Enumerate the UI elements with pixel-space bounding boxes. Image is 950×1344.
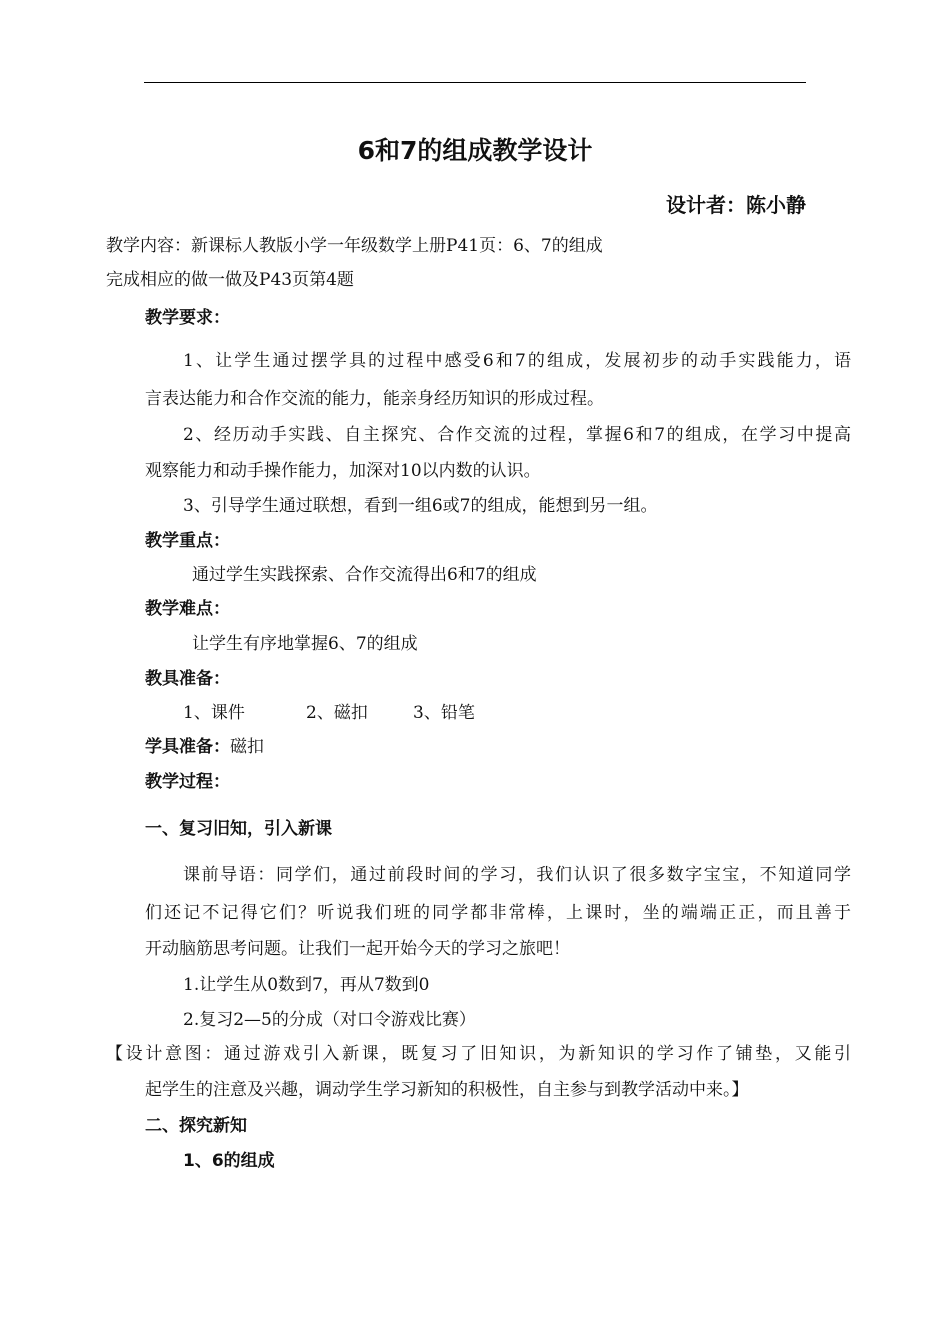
section-2-heading: 二、探究新知	[145, 1116, 247, 1136]
header-rule	[144, 82, 806, 83]
section-1-step-1: 1.让学生从0数到7，再从7数到0	[183, 975, 430, 995]
requirement-3: 3、引导学生通过联想，看到一组6或7的组成，能想到另一组。	[183, 496, 658, 516]
section-1-heading: 一、复习旧知，引入新课	[145, 819, 332, 839]
section-2-sub-1: 1、6的组成	[183, 1151, 275, 1171]
section-1-step-2: 2.复习2—5的分成（对口令游戏比赛）	[183, 1010, 476, 1030]
section-1-intro-line-1: 课前导语：同学们，通过前段时间的学习，我们认识了很多数字宝宝，不知道同学	[183, 865, 851, 885]
section-1-intro-line-3: 开动脑筋思考问题。让我们一起开始今天的学习之旅吧！	[145, 939, 570, 959]
teaching-tool-2: 2、磁扣	[306, 703, 368, 723]
requirement-1-line-1: 1、让学生通过摆学具的过程中感受6和7的组成，发展初步的动手实践能力，语	[183, 351, 851, 371]
requirements-heading: 教学要求：	[145, 308, 230, 328]
requirement-2-line-2: 观察能力和动手操作能力，加深对10以内数的认识。	[145, 461, 541, 481]
difficulty-heading: 教学难点：	[145, 599, 230, 619]
process-heading: 教学过程：	[145, 772, 230, 792]
content-line-1: 教学内容：新课标人教版小学一年级数学上册P41页：6、7的组成	[106, 236, 603, 256]
author-line: 设计者：陈小静	[666, 193, 806, 217]
difficulty-text: 让学生有序地掌握6、7的组成	[192, 634, 418, 654]
document-title: 6和7的组成教学设计	[357, 136, 593, 165]
section-1-intro-line-2: 们还记不记得它们？听说我们班的同学都非常棒，上课时，坐的端端正正，而且善于	[145, 903, 851, 923]
section-1-intent-line-2: 起学生的注意及兴趣，调动学生学习新知的积极性，自主参与到教学活动中来。】	[145, 1080, 749, 1100]
student-tools-line	[145, 736, 264, 758]
content-line-2: 完成相应的做一做及P43页第4题	[106, 270, 354, 290]
key-point-heading: 教学重点：	[145, 531, 230, 551]
teaching-tools-heading: 教具准备：	[145, 669, 230, 689]
key-point-text: 通过学生实践探索、合作交流得出6和7的组成	[192, 565, 537, 585]
student-tools-heading: 学具准备：	[145, 737, 230, 757]
section-1-intent-line-1: 【设计意图：通过游戏引入新课，既复习了旧知识，为新知识的学习作了铺垫，又能引	[106, 1044, 851, 1064]
student-tools-text: 磁扣	[230, 737, 264, 757]
teaching-tool-3: 3、铅笔	[413, 703, 475, 723]
requirement-1-line-2: 言表达能力和合作交流的能力，能亲身经历知识的形成过程。	[145, 389, 604, 409]
teaching-tool-1: 1、课件	[183, 703, 245, 723]
requirement-2-line-1: 2、经历动手实践、自主探究、合作交流的过程，掌握6和7的组成，在学习中提高	[183, 425, 851, 445]
